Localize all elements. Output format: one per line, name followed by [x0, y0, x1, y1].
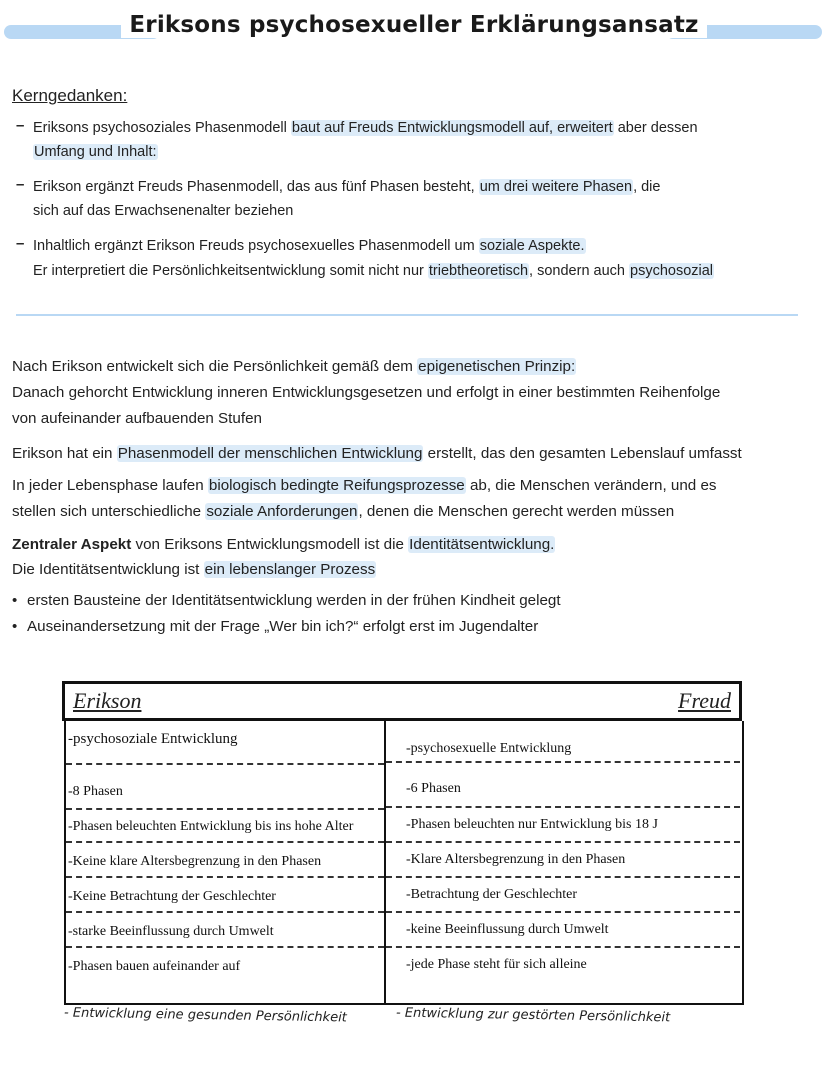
erikson-cell-5: -Keine Betrachtung der Geschlechter: [68, 889, 276, 904]
row-separator: [66, 876, 384, 878]
bullet-dot: •: [12, 592, 18, 609]
body-paragraph-4: Erikson hat ein Phasenmodell der menschlichen Entwicklung erstellt, das den gesamten Lebenslauf umfasst: [12, 445, 742, 462]
kerngedanken-heading: Kerngedanken:: [12, 86, 128, 105]
freud-cell-1: -psychosexuelle Entwicklung: [406, 741, 572, 756]
bullet-item-2: Auseinandersetzung mit der Frage „Wer bin ich?“ erfolgt erst im Jugendalter: [27, 618, 539, 635]
erikson-cell-4: -Keine klare Altersbegrenzung in den Phasen: [68, 854, 322, 869]
kern-item-1-line-2: Umfang und Inhalt:: [34, 144, 157, 160]
table-header: [62, 681, 742, 721]
freud-cell-7: -jede Phase steht für sich alleine: [406, 957, 587, 972]
comparison-table: [62, 681, 742, 1003]
section-divider: [16, 314, 798, 316]
row-separator: [386, 761, 740, 763]
erikson-cell-6: -starke Beeinflussung durch Umwelt: [68, 924, 274, 939]
freud-cell-5: -Betrachtung der Geschlechter: [406, 887, 578, 902]
erikson-cell-2: -8 Phasen: [68, 784, 123, 799]
row-separator: [66, 763, 384, 765]
erikson-cell-1: -psychosoziale Entwicklung: [68, 731, 238, 747]
body-paragraph-3: von aufeinander aufbauenden Stufen: [12, 410, 262, 427]
bullet-dot: •: [12, 618, 18, 635]
kern-item-1-line-1: Eriksons psychosoziales Phasenmodell baut auf Freuds Entwicklungsmodell auf, erweitert aber dessen: [33, 120, 698, 136]
row-separator: [66, 946, 384, 948]
kern-item-2-line-1: Erikson ergänzt Freuds Phasenmodell, das aus fünf Phasen besteht, um drei weitere Phasen, die: [33, 179, 661, 195]
row-separator: [386, 946, 740, 948]
kern-item-2-line-2: sich auf das Erwachsenenalter beziehen: [33, 203, 294, 219]
page-title: Eriksons psychosexueller Erklärungsansatz: [0, 12, 828, 38]
body-paragraph-5: In jeder Lebensphase laufen biologisch bedingte Reifungsprozesse ab, die Menschen verändern, und es: [12, 477, 717, 494]
row-separator: [66, 808, 384, 810]
freud-cell-6: -keine Beeinflussung durch Umwelt: [406, 922, 609, 937]
column-divider: [384, 721, 386, 1003]
dash-marker: –: [16, 235, 25, 252]
header-freud: Freud: [678, 688, 731, 713]
freud-cell-4: -Klare Altersbegrenzung in den Phasen: [406, 852, 626, 867]
header-erikson: Erikson: [73, 688, 142, 713]
freud-cell-3: -Phasen beleuchten nur Entwicklung bis 18 J: [406, 817, 658, 832]
body-paragraph-1: Nach Erikson entwickelt sich die Persönlichkeit gemäß dem epigenetischen Prinzip:: [12, 358, 576, 375]
dash-marker: –: [16, 117, 25, 134]
erikson-cell-3: -Phasen beleuchten Entwicklung bis ins hohe Alter: [68, 819, 354, 834]
body-paragraph-2: Danach gehorcht Entwicklung inneren Entwicklungsgesetzen und erfolgt in einer bestimmten Reihenfolge: [12, 384, 721, 401]
row-separator: [66, 911, 384, 913]
table-body: [64, 721, 744, 1005]
kern-item-3-line-1: Inhaltlich ergänzt Erikson Freuds psychosexuelles Phasenmodell um soziale Aspekte.: [33, 238, 585, 254]
row-separator: [386, 911, 740, 913]
body-paragraph-6: stellen sich unterschiedliche soziale Anforderungen, denen die Menschen gerecht werden müssen: [12, 503, 675, 520]
row-separator: [386, 876, 740, 878]
freud-cell-2: -6 Phasen: [406, 781, 461, 796]
row-separator: [386, 806, 740, 808]
kern-item-3-line-2: Er interpretiert die Persönlichkeitsentwicklung somit nicht nur triebtheoretisch, sondern auch psychosozial: [33, 263, 714, 279]
handwritten-note-erikson: - Entwicklung eine gesunden Persönlichkeit: [63, 1005, 347, 1026]
body-paragraph-8: Die Identitätsentwicklung ist ein lebenslanger Prozess: [12, 561, 376, 578]
handwritten-note-freud: - Entwicklung zur gestörten Persönlichkeit: [395, 1005, 671, 1026]
dash-marker: –: [16, 176, 25, 193]
row-separator: [66, 841, 384, 843]
row-separator: [386, 841, 740, 843]
bullet-item-1: ersten Bausteine der Identitätsentwicklung werden in der frühen Kindheit gelegt: [27, 592, 561, 609]
erikson-cell-7: -Phasen bauen aufeinander auf: [68, 959, 241, 974]
body-paragraph-7: Zentraler Aspekt von Eriksons Entwicklungsmodell ist die Identitätsentwicklung.: [12, 536, 555, 553]
